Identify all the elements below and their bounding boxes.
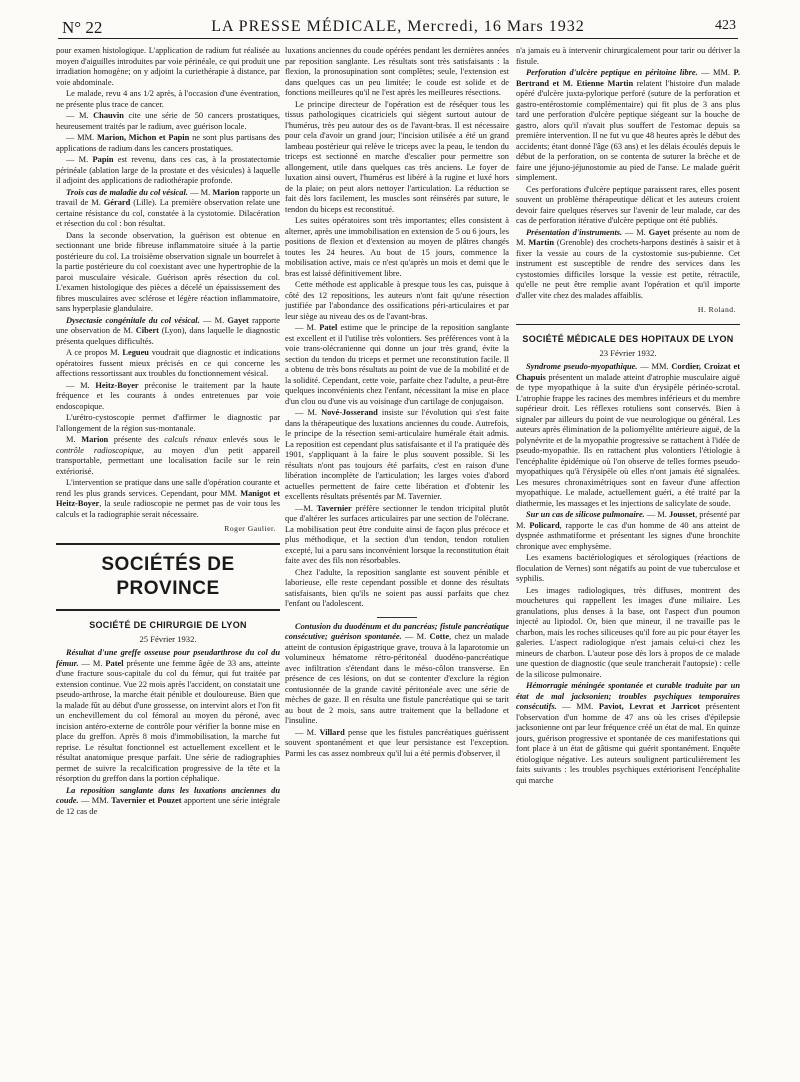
text: M. (66, 435, 82, 444)
article-title: La reposition sanglante dans les luxations anciennes du coude. (56, 785, 280, 805)
article-title: Résultat d'une greffe osseuse pour pseudarthrose du col du fémur. (56, 648, 280, 668)
text: — M. (295, 408, 322, 417)
paragraph (56, 155, 280, 187)
text: , présenté par M. (516, 510, 740, 530)
author-name: Marion (212, 187, 240, 197)
text: rapporte une observation de M. (56, 315, 280, 335)
paragraph (56, 435, 280, 477)
paragraph: Cette méthode est applicable à presque tous les cas, puisque à côté des 12 repositions, les auteurs n'ont fait qu'une résection justifiée par l'abondance des ossifications péri-articulaires et par leur siège au niveau des os de l'avant-bras. (285, 280, 509, 321)
article-title: Perforation d'ulcère peptique en péritoine libre. (526, 68, 698, 77)
text: — M. (66, 111, 94, 120)
text: préconise le traitement par la haute fréquence et les courants à ondes entretenues par voie endoscopique. (56, 380, 280, 411)
article-title: Hémorragie méningée spontanée et curable traduite par un état de mal jacksonien; troubles psychiques temporaires consécutifs. (516, 681, 740, 711)
article-title: Dysectasie congénitale du col vésical. (66, 315, 200, 325)
author-name: Gérard (103, 198, 131, 207)
article-title: Trois cas de maladie du col vésical. (66, 187, 188, 197)
issue-number: N° 22 (62, 18, 103, 37)
paragraph (56, 648, 280, 785)
text: — M. (66, 155, 93, 164)
author-name: Martin (528, 238, 554, 247)
paragraph (285, 408, 509, 503)
text: — M. (644, 510, 670, 519)
paragraph (516, 362, 740, 509)
text: présente une femme âgée de 33 ans, atteinte d'une fracture sous-capitale du col du fémur, qui fut traitée par extension continue. Vue 22 mois après l'accident, on constatait une pseudo-arthrose, la marche était pénible et douloureuse. Bien que la malade fût au début d'une grossesse, on intervint alors et l'on fit un enchevillement du col fémoral au moyen du péroné, avec incision antéro-externe de contrôle pour vérifier la bonne mise en place du greffon. Après 8 mois d'immobilisation, la marche fut reprise. Le résultat fonctionnel est actuellement excellent et le résultat anatomique presque parfait. Une série de radiographies permet de suivre la recalcification progressive de la tête et la résorption du greffon dans la portion céphalique. (56, 658, 280, 783)
paragraph: Chez l'adulte, la reposition sanglante est souvent pénible et laborieuse, elle reste cependant possible et donne des résultats satisfaisants, bien qu'ils ne soient pas aussi parfaits que chez l'enfant ou l'adolescent. (285, 567, 509, 608)
text: (Lille). La première observation relate une certaine résistance du col, constatée à la cystotomie. Dilacération et résection du col : bon résultat. (56, 198, 280, 228)
paragraph: Les images radiologiques, très diffuses, montrent des mouchetures qui rappellent les images d'une miliaire. Les granulations, plus denses à la base, ont l'aspect d'un poumon injecté au lipiodol. Or, bien que mineur, il ne travaille pas le charbon, mais les roches siliceuses qu'il fore au pic pour étayer les galeries. L'aspect radiologique n'est jamais celui-ci chez les mineurs de charbon. L'auteur pose dès lors à propos de ce malade une question de diagnostic (que seule trancherait l'autopsie) : celle de la silicose pulmonaire. (516, 585, 740, 679)
paragraph: L'urétro-cystoscopie permet d'affirmer le diagnostic par l'allongement de la région sus-montanale. (56, 413, 280, 433)
paragraph (56, 188, 280, 230)
journal-title: LA PRESSE MÉDICALE, Mercredi, 16 Mars 1932 (211, 18, 585, 35)
signature: Roger Gaulier. (224, 524, 276, 533)
paragraph: Le malade, revu 4 ans 1/2 après, à l'occasion d'une éventration, ne présente plus trace de cancer. (56, 89, 280, 109)
text: — MM. (697, 68, 734, 77)
text: — M. (295, 323, 320, 332)
text: pense que les fistules pancréatiques guérissent souvent spontanément et que leur persistance est l'exception. Parmi les cas assez nombreux qu'il lui a été permis d'observer, il (285, 727, 509, 758)
text: enlevés sous le (216, 435, 280, 444)
text: , chez un malade atteint de contusion épigastrique grave, trouva à la laparotomie un volumineux hématome rétro-péritonéal duodéno-pancréatique avec infiltration s'étendant dans le méso-côlon transverse. En présence de ces lésions, on dut se contenter d'exclure la région contusionnée de la grande cavité péritonéale avec une série de mèches de gaze. Il en résulta une fistule pancréatique qui se tarit au bout de 2 mois, sans autre traitement que la belladone et l'insuline. (285, 632, 509, 725)
author-name: Heitz-Boyer (95, 380, 139, 390)
paragraph: Dans la seconde observation, la guérison est obtenue en sectionnant une bride fibreuse inflammatoire située à la partie postérieure du col. La troisième observation signale un bourrelet à la partie postérieure du col coexistant avec une hypertrophie de la paroi musculaire vésicale. Guérison après résection du col. L'examen histologique des pièces a décelé un épaississement des fibres musculaires avec sclérose et légère réaction inflammatoire, sans hyperplasie glandulaire. (56, 230, 280, 313)
author-name: Patel (319, 323, 338, 332)
author-name: Cibert (135, 326, 159, 335)
text: A ce propos M. (66, 348, 123, 357)
text: , la seule radioscopie ne permet pas de voir tous les calculs et la radiographie serait nécessaire. (56, 499, 280, 519)
text: — M. (187, 187, 213, 197)
article-title: Syndrome pseudo-myopathique. (526, 362, 638, 371)
paragraph: pour examen histologique. L'application de radium fut réalisée au moyen d'aiguilles introduites par voie périnéale, ce qui produit une irradiation homogène; on y adjoint la curiethérapie à distance, par voie abdominale. (56, 46, 280, 87)
text: apportent une série intégrale de 12 cas de (56, 796, 280, 816)
text: (Lyon), dans laquelle le diagnostic présenta quelques difficultés. (56, 326, 280, 346)
author-name: Legueu (122, 348, 149, 357)
column-2 (285, 46, 509, 1076)
divider (56, 609, 280, 611)
author-name: Cotte (429, 632, 450, 641)
text: — MM. (556, 702, 599, 711)
article-title: Sur un cas de silicose pulmonaire. (526, 510, 645, 519)
paragraph (516, 68, 740, 184)
text: — M. (199, 315, 228, 325)
author-name: Villard (319, 727, 345, 737)
column-1 (56, 46, 280, 1076)
paragraph (285, 728, 509, 760)
text: rapporte un travail de M. (56, 187, 280, 207)
paragraph: Le principe directeur de l'opération est de réséquer tous les tissus pathologiques cicatriciels qui siègent surtout autour de l'humérus, très peu autour des os de l'avant-bras. Il est nécessaire pour cela d'avoir un grand jour; l'incision utilisée a été un grand lambeau postérieur qui relève le triceps avec la peau, le tendon du triceps est sectionné en marche d'escalier pour permettre son allongement, utile dans quelques cas très anciens. Le foyer de luxation ainsi ouvert, l'humérus est libéré à la rugine et luxé hors de la plaie; on peut alors nettoyer l'articulation. La réduction se fait dès lors facilement, les muscles sont réinsérés par suture, le tendon du biceps est reconstitué. (285, 99, 509, 214)
text: , rapporte le cas d'un homme de 40 ans atteint de dyspnée asthmatiforme et présentant les signes d'une bronchite chronique avec emphysème. (516, 520, 740, 551)
author-name: Tavernier (316, 503, 352, 513)
author-name: Jousset (669, 510, 696, 519)
divider (56, 543, 280, 545)
paragraph (516, 228, 740, 302)
society-title: SOCIÉTÉ DE CHIRURGIE DE LYON (89, 619, 247, 630)
text: —M. (295, 503, 317, 513)
paragraph (56, 348, 280, 380)
text: — M. (78, 658, 106, 668)
author-name: Cordier, Croizat et Chapuis (516, 362, 740, 382)
column-3 (516, 46, 740, 1076)
page-number: 423 (715, 18, 736, 33)
author-name: Marion, Michon et Papin (96, 133, 190, 142)
text: préfère sectionner le tendon tricipital plutôt que d'altérer les surfaces articulaires par une section de l'olécrane. La mobilisation peut être conduite ainsi de façon plus précoce et plus méthodique, et la section d'un tendon, tendon rotulien excepté, lui a paru sans inconvénient lorsque la reconstitution était faite avec des fils non résorbables. (285, 503, 509, 565)
paragraph (56, 316, 280, 348)
text: estime que le principe de la reposition sanglante est excellent et il l'utilise très volontiers. Ses préférences vont à la voie trans-olécranienne qui donne un jour très grand, évite la section du tendon du triceps et permet une reconstitution facile. Il a obtenu de très bons résultats au point de vue de la mobilité et de la solidité. Cependant, cette voie, parfaite chez l'adulte, a peut-être quelques inconvénients chez l'enfant, nécessitant la mise en place d'un clou ou d'une vis au voisinage d'un cartilage de conjugaison. (285, 323, 509, 406)
text: insiste sur l'évolution qui s'est faite dans la thérapeutique des luxations anciennes du coude. Autrefois, le principe de la résection semi-articulaire humérale était admis. La reposition est cependant plus satisfaisante et il l'a pratiquée dès 1901, s'appliquant à la faire le plus souvent possible. Si les résultats n'ont pas toujours été parfaits, c'est en raison d'une libération incomplète de l'articulation; les larges voies d'abord actuelles permettent de faire cette libération et d'obtenir les excellents résultats présentés par M. Tavernier. (285, 408, 509, 501)
section-title: SOCIÉTÉS DE PROVINCE (101, 553, 235, 599)
text: — MM. (78, 796, 112, 805)
separator (285, 613, 509, 619)
text: — M. (295, 727, 320, 737)
author-name: Patel (105, 658, 124, 668)
author-name: Manigot et Heitz-Boyer (56, 488, 280, 508)
text: présentent un malade atteint d'atrophie musculaire aiguë de type myopathique à la suite d'un érysipèle périnéo-scrotal. L'atrophie frappe les racines des membres inférieurs et du membre supérieur droit. Les réflexes rotuliens sont conservés. Bien à signaler par ailleurs du point de vue neurologique ou général. Les auteurs après élimination de la poliomyélite antérieure aiguë, de la polynévrite et de la myopathie progressive se rattachent à l'idée de pseudo-myopathie. Ils en rattachent plus volontiers l'étiologie à l'encéphalite épidémique où l'on observe de telles formes pseudo-myopathiques qu'à l'érysipèle où elles n'ont jamais été signalées. Les mesures chronaximétriques sont en faveur d'une affection myopathique. Le malade, actuellement guéri, a été traité par la diathermie, les massages et les injections de salicylate de soude. (516, 372, 740, 508)
paragraph (56, 133, 280, 154)
italic-term: contrôle radioscopique (56, 445, 142, 455)
paragraph: luxations anciennes du coude opérées pendant les dernières années par reposition sanglante. Les résultats sont très satisfaisants : la flexion, la pronosupination sont complètes; seule, l'extension est dans quelques cas un peu limitée; le coude est solide et de fonctions meilleures qu'il ne l'est après les meilleures résections. (285, 46, 509, 97)
paragraph (285, 504, 509, 567)
text: — M. (401, 632, 430, 641)
text: est revenu, dans ces cas, à la prostatectomie périnéale (ablation large de la prostate et des vésicules) à laquelle il adjoint des applications de radiothérapie profonde. (56, 155, 280, 185)
author-name: Policard (529, 520, 560, 530)
paragraph: Les suites opératoires sont très importantes; elles consistent à alterner, après une immobilisation en extension de 5 ou 6 jours, les positions de flexion et d'extension au moyen de plâtres changés toutes les 24 heures. Au bout de 15 jours, commence la mobilisation active, mais ce n'est qu'après un mois et demi que le bras est laissé définitivement libre. (285, 216, 509, 278)
paragraph (285, 323, 509, 407)
author-name: Paviot, Levrat et Jarricot (598, 702, 700, 711)
page-header (58, 14, 738, 39)
paragraph: Ces perforations d'ulcère peptique paraissent rares, elles posent souvent un problème thérapeutique délicat et les auteurs croient devoir faire quelques réserves sur l'avenir de leur malade, car des cas de perforation itérative d'ulcère peptique ont été publiés. (516, 184, 740, 225)
author-name: Gayet (648, 227, 671, 237)
divider (516, 324, 740, 325)
author-name: Papin (92, 155, 114, 164)
author-name: Tavernier et Pouzet (111, 796, 182, 805)
text: voudrait que diagnostic et indications opératoires fussent mieux précisés en ce qui concerne les affections ressortissant aux troubles du fonctionnement vésical. (56, 348, 280, 378)
text: , au moyen d'un petit appareil transportable, permettant une localisation facile sur le rein extériorisé. (56, 445, 280, 476)
text: relatent l'histoire d'un malade opéré d'ulcère juxta-pylorique perforé (suture de la perforation et gastro-entérostomie complémentaire) qui fit plus de 3 ans plus tard une perforation d'ulcère peptique siégeant sur la bouche de gastro, alors qu'il n'avait plus souffert de l'estomac depuis sa première intervention. Il ne fut vu que 48 heures après le début des accidents; étant donné l'âge (63 ans) et les délais écoulés depuis le début de la perforation, on se contenta de suturer la brèche et de faire une jéjuno-jéjunostomie au pied de l'anse. Le malade guérit simplement. (516, 78, 740, 182)
paragraph (56, 786, 280, 818)
article-title: Présentation d'instruments. (526, 227, 623, 237)
article-title: Contusion du duodénum et du pancréas; fistule pancréatique consécutive; guérison spontanée. (285, 621, 509, 641)
paragraph (56, 111, 280, 132)
text: (Grenoble) des crochets-harpons destinés à saisir et à fixer la vessie au cours de la cystostomie sus-pubienne. Cet instrument est susceptible de rendre des services dans les cystostomies difficiles lorsque la vessie est petite, rétractile, qu'elle ne peut être remplie avant l'opération et qu'il importe d'aller vite chez des malades affaiblis. (516, 238, 740, 300)
text: — MM. (637, 362, 672, 371)
signature: H. Roland. (697, 305, 736, 314)
author-name: P. Bertrand et M. Etienne Martin (516, 68, 740, 88)
paragraph (56, 478, 280, 520)
session-date: 25 Février 1932. (139, 633, 197, 644)
author-name: Marion (81, 435, 109, 444)
paragraph (516, 681, 740, 786)
paragraph (56, 381, 280, 413)
society-title: SOCIÉTÉ MÉDICALE DES HOPITAUX DE LYON (522, 333, 734, 344)
paragraph: Les examens bactériologiques et sérologiques (réactions de floculation de Vernes) sont négatifs au point de vue tuberculose et syphilis. (516, 553, 740, 583)
paragraph (285, 622, 509, 727)
text: présentent l'observation d'un homme de 47 ans où les crises d'épilepsie jacksonienne ont par leur fréquence créé un état de mal. En quinze jours, guérison progressive et spontanée de ces manifestations qui font place à un état de gâtisme qui guérit spontanément. Enquête étiologique négative. Les auteurs soulignent particulièrement les faits suivants : les troubles psychiques extériorisent l'encéphalite qui marche (516, 702, 740, 785)
paragraph: n'a jamais eu à intervenir chirurgicalement pour tarir ou dériver la fistule. (516, 46, 740, 66)
text: L'intervention se pratique dans une salle d'opération courante et rend les plus grands services. Cependant, pour MM. (56, 478, 280, 498)
text: présente des (108, 435, 165, 444)
text: ne sont plus partisans des applications de radium dans les cancers prostatiques. (56, 133, 280, 153)
author-name: Nové-Josserand (321, 408, 378, 417)
italic-term: calculs rénaux (164, 435, 217, 444)
paragraph (516, 510, 740, 552)
session-date: 23 Février 1932. (599, 347, 657, 358)
text: présente au nom de M. (516, 227, 740, 247)
text: cite une série de 50 cancers prostatiques, heureusement traités par le radium, avec guérison locale. (56, 111, 280, 131)
author-name: Gayet (227, 315, 249, 325)
text: — M. (66, 380, 96, 390)
author-name: Chauvin (93, 111, 124, 120)
text: — M. (622, 227, 649, 237)
text: — MM. (66, 133, 97, 142)
